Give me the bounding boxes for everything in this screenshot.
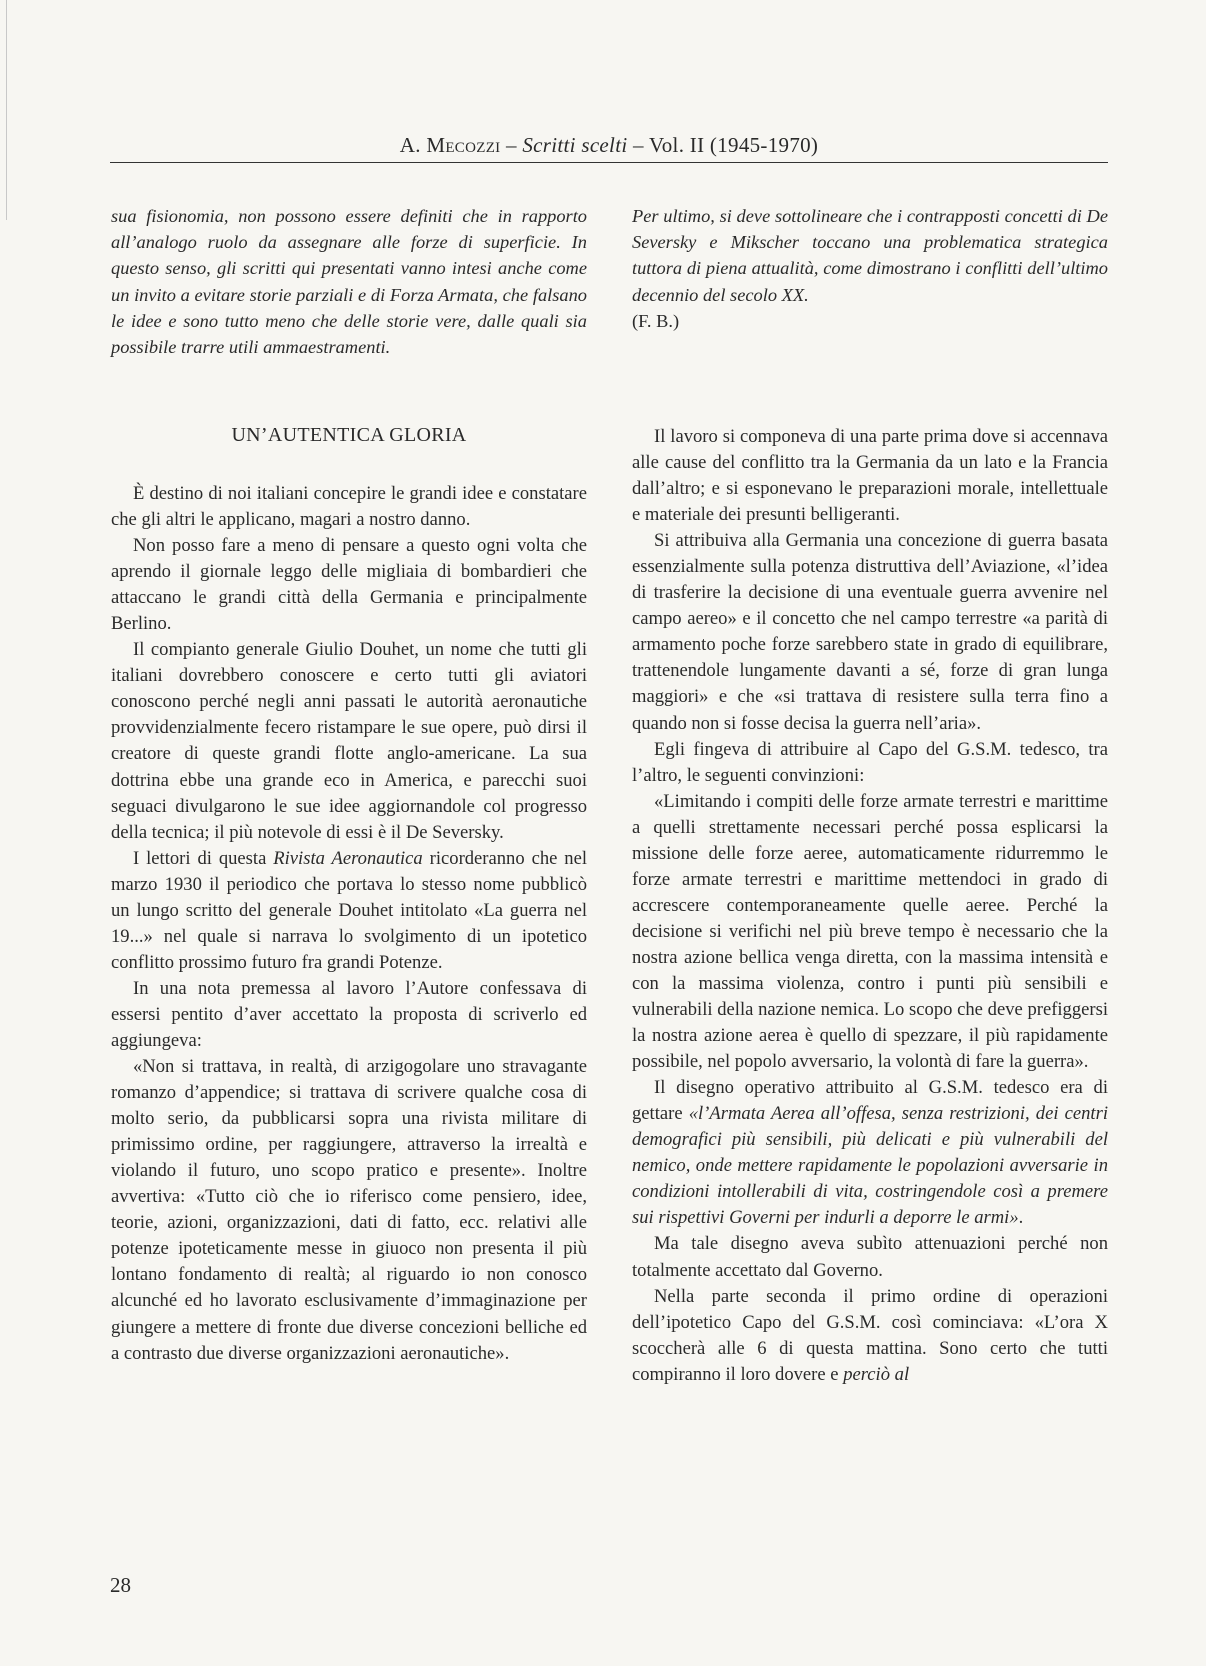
body-paragraph: In una nota premessa al lavoro l’Autore confessava di essersi pentito d’aver accettato la proposta di scriverlo ed aggiungeva: [111, 977, 587, 1051]
editor-signature: (F. B.) [632, 310, 680, 331]
header-author-surname: Mecozzi [426, 133, 501, 157]
section-title: UN’AUTENTICA GLORIA [231, 424, 467, 446]
intro-left-column [111, 203, 587, 360]
body-paragraph [632, 1075, 1108, 1231]
running-header [110, 133, 1108, 158]
body-paragraph [632, 1284, 1108, 1388]
page-number: 28 [110, 1573, 131, 1597]
article-left-column [111, 424, 587, 1367]
body-text: . [1018, 1207, 1024, 1229]
scan-margin-line [6, 0, 7, 220]
header-work-title: Scritti scelti [522, 133, 628, 157]
header-rule [110, 162, 1108, 163]
header-author-initial: A. [399, 133, 427, 157]
body-paragraph: È destino di noi italiani concepire le grandi idee e constatare che gli altri le applicano, magari a nostro danno. [111, 483, 587, 531]
journal-title: Rivista Aeronautica [273, 847, 423, 869]
body-paragraph: Egli fingeva di attribuire al Capo del G.S.M. tedesco, tra l’altro, le seguenti convinzioni: [632, 738, 1108, 786]
body-paragraph: Non posso fare a meno di pensare a questo ogni volta che aprendo il giornale leggo delle migliaia di bombardieri che attaccano le grandi città della Germania e principalmente Berlino. [111, 535, 587, 635]
body-text: Nella parte seconda il primo ordine di operazioni dell’ipotetico Capo del G.S.M. così cominciava: «L’ora X scoccherà alle 6 di questa mattina. Sono certo che tutti compiranno il loro dovere e [632, 1285, 1108, 1385]
intro-right-paragraph: Per ultimo, si deve sottolineare che i contrapposti concetti di De Seversky e Mikscher toccano una problematica strategica tuttora di piena attualità, come dimostrano i conflitti dell’ultimo decennio del secolo XX. [632, 206, 1108, 305]
body-text: ricorderanno che nel marzo 1930 il periodico che portava lo stesso nome pubblicò un lungo scritto del generale Douhet intitolato «La guerra nel 19...» nel quale si narrava lo svolgimento di un ipotetico conflitto prossimo futuro fra grandi Potenze. [111, 847, 588, 973]
body-paragraph: Si attribuiva alla Germania una concezione di guerra basata essenzialmente sulla potenza distruttiva dell’Aviazione, «l’idea di trasferire la decisione di una eventuale guerra avvenire nel campo aereo» e il concetto che nel campo terrestre «a parità di armamento poche forze sarebbero state in grado di equilibrare, trattenendole lungamente davanti a sé, forze di gran lunga maggiori» e che «si trattava di resistere sulla terra fino a quando non si fosse decisa la guerra nell’aria». [632, 530, 1108, 734]
body-paragraph [111, 846, 587, 976]
body-text: I lettori di questa [133, 847, 274, 869]
intro-right-column [632, 203, 1108, 334]
header-separator: – [500, 133, 523, 157]
italic-text: perciò al [843, 1363, 910, 1385]
header-volume: Vol. II (1945-1970) [649, 133, 819, 157]
body-paragraph: Il lavoro si componeva di una parte prima dove si accennava alle cause del conflitto tra la Germania da un lato e la Francia dall’altro; e si esponevano le preparazioni morale, intellettuale e materiale dei presunti belligeranti. [632, 426, 1108, 526]
header-separator: – [627, 133, 649, 157]
intro-left-paragraph: sua fisionomia, non possono essere definiti che in rapporto all’analogo ruolo da assegnare alle forze di superficie. In questo senso, gli scritti qui presentati vanno intesi anche come un invito a evitare storie parziali e di Forza Armata, che falsano le idee e sono tutto meno che delle storie vere, dalle quali sia possibile trarre utili ammaestramenti. [111, 206, 587, 358]
quoted-paragraph: «Non si trattava, in realtà, di arzigogolare uno stravagante romanzo d’appendice; si trattava di scrivere qualche cosa di molto serio, da pubblicarsi sopra una rivista militare di primissimo ordine, per raggiungere, attraverso la irrealtà e violando il futuro, uno scopo pratico e presente». Inoltre avvertiva: «Tutto ciò che io riferisco come pensiero, idee, teorie, azioni, organizzazioni, dati di fatto, ecc. relativi alle potenze ipoteticamente messe in giuoco non presenta il più lontano fondamento di realtà; al riguardo io non conosco alcunché ed ho lavorato esclusivamente d’immaginazione per giungere a mettere di fronte due diverse concezioni belliche ed a contrasto due diverse organizzazioni aeronautiche». [111, 1056, 587, 1364]
italic-quote: «l’Armata Aerea all’offesa, senza restrizioni, dei centri demografici più sensibili, più delicati e più vulnerabili del nemico, onde mettere rapidamente le popolazioni avversarie in condizioni intollerabili di vita, costringendole così a premere sui rispettivi Governi per indurli a deporre le armi» [632, 1103, 1108, 1229]
quoted-paragraph: «Limitando i compiti delle forze armate terrestri e marittime a quelli strettamente necessari perché possa esplicarsi la missione delle forze aeree, automaticamente ridurremmo le forze armate terrestri e marittime mettendoci in grado di accrescere contemporaneamente quelle aeree. Perché la decisione si verifichi nel più breve tempo è necessario che la nostra azione bellica venga diretta, con la massima intensità e con la massima violenza, contro i punti più sensibili e vulnerabili della nazione nemica. Lo scopo che deve prefiggersi la nostra azione aerea è quello di spezzare, il più rapidamente possibile, nel popolo avversario, la volontà di fare la guerra». [632, 790, 1108, 1073]
article-right-column [632, 424, 1108, 1388]
body-text: Il disegno operativo attribuito al G.S.M. tedesco era di gettare [632, 1077, 1108, 1125]
body-paragraph: Ma tale disegno aveva subìto attenuazioni perché non totalmente accettato dal Governo. [632, 1233, 1108, 1281]
body-paragraph: Il compianto generale Giulio Douhet, un nome che tutti gli italiani dovrebbero conoscere e certo tutti gli aviatori conoscono perché negli anni passati le autorità aeronautiche provvidenzialmente fecero ristampare le sue opere, può dirsi il creatore di queste grandi flotte anglo-americane. La sua dottrina ebbe una grande eco in America, e parecchi suoi seguaci divulgarono le sue idee aggiornandole col progresso della tecnica; il più notevole di essi è il De Seversky. [111, 639, 587, 843]
